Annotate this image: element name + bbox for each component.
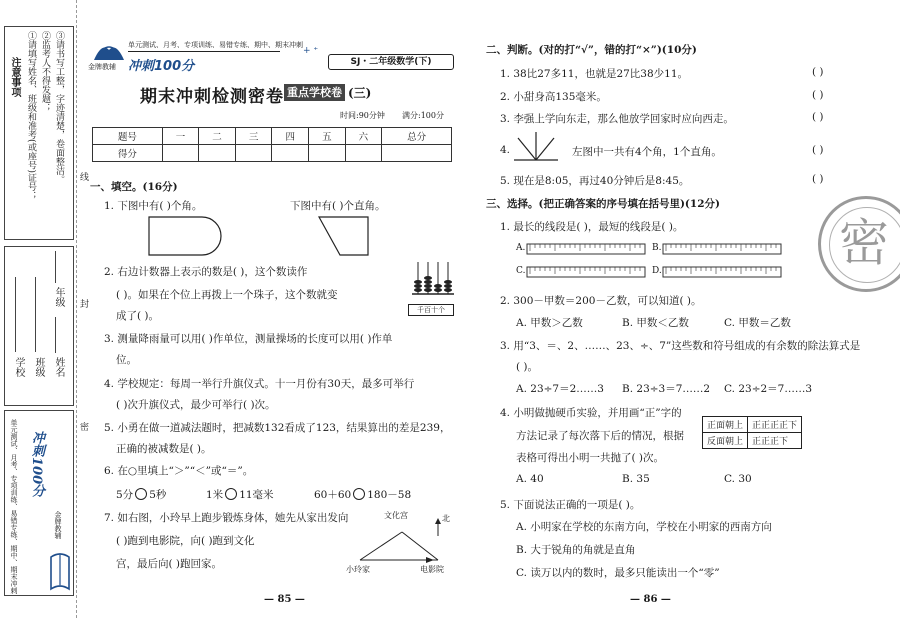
q1-shape-b	[318, 216, 390, 256]
score-cell[interactable]	[345, 145, 382, 162]
tagline: 单元测试、月考、专项训练、易错专练、期中、期末冲刺	[128, 41, 303, 49]
q1a-text: 1. 下图中有( )个角。	[104, 200, 203, 212]
page-number-right: — 86 —	[630, 594, 671, 605]
note-1: ①请填写姓名、班级和准考(或座号)证号；	[26, 31, 36, 201]
book-logo-icon	[92, 36, 126, 62]
score-cell[interactable]	[235, 145, 272, 162]
table-header-cell: 题号	[93, 128, 163, 145]
subtitle-box: 重点学校卷	[284, 84, 345, 101]
angle-figure	[512, 130, 560, 164]
table-header-cell: 三	[235, 128, 272, 145]
answer-paren[interactable]: ( )	[812, 66, 824, 78]
map-label-home: 小玲家	[346, 565, 370, 574]
option-a-label: A.	[516, 243, 526, 253]
choice-q5-opt-c: C. 读万以内的数时，最多只能读出一个“零”	[516, 567, 720, 579]
answer-paren[interactable]: ( )	[812, 173, 824, 185]
ruler-a	[526, 243, 646, 255]
score-cell[interactable]	[272, 145, 309, 162]
q6-left: 60＋60	[314, 489, 352, 501]
choice-q3-opt-c: C. 23÷2＝7……3	[724, 383, 813, 395]
abacus-label: 千百十个	[408, 304, 454, 316]
compare-circle[interactable]	[225, 488, 237, 500]
coin-row-tally: 正正正正下	[748, 417, 802, 433]
map-label-cinema: 电影院	[420, 565, 444, 574]
q3-line1: 3. 测量降雨量可以用( )作单位，测量操场的长度可以用( )作单	[104, 333, 393, 345]
compare-circle[interactable]	[135, 488, 147, 500]
note-3: ③请书写工整，字迹清楚，卷面整洁。	[54, 31, 64, 184]
q6-left: 5分	[116, 489, 134, 501]
q1-shape-a	[148, 216, 224, 256]
choice-q2-opt-b: B. 甲数＜乙数	[622, 317, 689, 329]
coin-row-tally: 正正正下	[748, 433, 802, 449]
school-label: 学校	[13, 357, 24, 377]
choice-q4-opt-c: C. 30	[724, 473, 752, 485]
grade-label: 年级	[53, 287, 64, 307]
coin-row-label: 反面朝上	[703, 433, 748, 449]
margin-brand-box	[4, 410, 74, 596]
coin-row-label: 正面朝上	[703, 417, 748, 433]
grade-line[interactable]	[55, 251, 56, 283]
judge-item-1: 1. 38比27多11，也就是27比38少11。	[500, 68, 689, 80]
page-title: 期末冲刺检测密卷	[140, 87, 284, 107]
table-header-cell: 六	[345, 128, 382, 145]
judge-item-5: 5. 现在是8:05，再过40分钟后是8:45。	[500, 175, 690, 187]
time-limit: 时间:90分钟	[340, 111, 385, 120]
q7-line3: 宫，最后向( )跑回家。	[116, 558, 223, 570]
cut-mark-line: 线	[80, 173, 90, 183]
subtitle-num: (三)	[348, 86, 372, 100]
map-label-palace: 文化宫	[384, 511, 408, 520]
ruler-b	[662, 243, 782, 255]
notes-title: 注意事项	[9, 57, 20, 97]
name-line[interactable]	[55, 317, 56, 353]
score-cell[interactable]	[382, 145, 452, 162]
secret-stamp	[818, 196, 900, 292]
choice-q4-opt-b: B. 35	[622, 473, 650, 485]
abacus-diagram	[410, 258, 456, 304]
answer-paren[interactable]: ( )	[812, 144, 824, 156]
choice-q2: 2. 300－甲数＝200－乙数，可以知道( )。	[500, 295, 702, 307]
q6-right: 180－58	[367, 489, 412, 501]
q1b-text: 下图中有( )个直角。	[290, 200, 386, 212]
section3-title: 三、选择。(把正确答案的序号填在括号里)(12分)	[486, 198, 720, 210]
margin-brand-pub: 金牌教辅	[54, 511, 62, 539]
table-header-cell: 总分	[382, 128, 452, 145]
score-row-label: 得分	[93, 145, 163, 162]
q5-line2: 正确的被减数是( )。	[116, 443, 212, 455]
q6-right: 11毫米	[239, 489, 274, 501]
cut-line	[76, 0, 77, 618]
choice-q1: 1. 最长的线段是( )，最短的线段是( )。	[500, 221, 684, 233]
choice-q4-opt-a: A. 40	[516, 473, 544, 485]
table-header-cell: 五	[309, 128, 346, 145]
judge-item-4-text: 左图中一共有4个角，1个直角。	[572, 146, 722, 158]
q2-line3: 成了( )。	[116, 310, 160, 322]
sparkle-icon: + ⁺	[303, 46, 319, 56]
table-header-cell: 二	[199, 128, 236, 145]
answer-paren[interactable]: ( )	[812, 111, 824, 123]
page-number-left: — 85 —	[264, 594, 305, 605]
choice-q3-line2: ( )。	[516, 361, 539, 373]
choice-q4-line3: 表格可得出小明一共抛了( )次。	[516, 452, 665, 464]
stamp-character: 密	[839, 214, 889, 272]
notes-box	[4, 26, 74, 240]
map-label-north: 北	[442, 514, 450, 523]
q4-line2: ( )次升旗仪式，最少可举行( )次。	[116, 399, 276, 411]
q2-line2: ( )。如果在个位上再拨上一个珠子，这个数就变	[116, 289, 338, 301]
tagline-rule	[128, 51, 280, 52]
ruler-c	[526, 266, 646, 278]
q6-right: 5秒	[149, 489, 167, 501]
table-header-cell: 一	[162, 128, 199, 145]
section1-title: 一、填空。(16分)	[90, 181, 178, 193]
school-line[interactable]	[15, 277, 16, 352]
ruler-d	[662, 266, 782, 278]
class-label: 班级	[33, 357, 44, 377]
class-line[interactable]	[35, 277, 36, 352]
score-cell[interactable]	[309, 145, 346, 162]
q6-compare-2	[206, 487, 274, 502]
table-row	[703, 433, 802, 449]
margin-strip	[0, 0, 90, 618]
judge-item-2: 2. 小甜身高135毫米。	[500, 91, 607, 103]
score-table-row	[93, 145, 452, 162]
choice-q2-opt-c: C. 甲数＝乙数	[724, 317, 791, 329]
cut-mark-secret: 密	[80, 423, 90, 433]
full-score: 满分:100分	[402, 111, 444, 120]
choice-q5-opt-b: B. 大于锐角的角就是直角	[516, 544, 636, 556]
q6-compare-3	[314, 487, 411, 502]
compare-circle[interactable]	[353, 488, 365, 500]
logo-text: 金牌教辅	[88, 63, 116, 71]
choice-q3-opt-a: A. 23÷7＝2……3	[516, 383, 604, 395]
q2-line1: 2. 右边计数器上表示的数是( )，这个数读作	[104, 266, 308, 278]
choice-q4-line1: 4. 小明做抛硬币实验，并用画“正”字的	[500, 407, 682, 419]
q6-text: 6. 在○里填上“＞”“＜”或“＝”。	[104, 465, 254, 477]
choice-q5-opt-a: A. 小明家在学校的东南方向，学校在小明家的西南方向	[516, 521, 772, 533]
judge-item-3: 3. 李强上学向东走，那么他放学回家时应向西走。	[500, 113, 734, 125]
q4-line1: 4. 学校规定：每周一举行升旗仪式。十一月份有30天，最多可举行	[104, 378, 415, 390]
margin-brand-small: 单元测试、月考、专项训练、易错专练、期中、期末冲刺	[10, 419, 18, 594]
choice-q2-opt-a: A. 甲数＞乙数	[516, 317, 583, 329]
option-d-label: D.	[652, 266, 662, 276]
q6-compare-1	[116, 487, 166, 502]
judge-item-4: 4.	[500, 144, 511, 156]
coin-table	[702, 416, 802, 449]
choice-q3-opt-b: B. 23÷3＝7……2	[622, 383, 711, 395]
name-label: 姓名	[53, 357, 64, 377]
table-header-cell: 四	[272, 128, 309, 145]
student-info-box	[4, 246, 74, 406]
q6-left: 1米	[206, 489, 224, 501]
q7-line1: 7. 如右图，小玲早上跑步锻炼身体，她先从家出发向	[104, 512, 349, 524]
brand-logo: 冲刺100分	[128, 59, 195, 74]
option-c-label: C.	[516, 266, 526, 276]
answer-paren[interactable]: ( )	[812, 89, 824, 101]
score-cell[interactable]	[199, 145, 236, 162]
score-cell[interactable]	[162, 145, 199, 162]
direction-map	[350, 516, 450, 568]
grade-badge: SJ・二年级数学(下)	[328, 54, 454, 70]
cut-mark-seal: 封	[80, 300, 90, 310]
section2-title: 二、判断。(对的打“√”，错的打“×”)(10分)	[486, 44, 697, 56]
score-table-header	[93, 128, 452, 145]
margin-brand-logo: 冲刺100分	[29, 431, 44, 498]
choice-q4-line2: 方法记录了每次落下后的情况，根据	[516, 430, 684, 442]
q3-line2: 位。	[116, 354, 137, 366]
q5-line1: 5. 小勇在做一道减法题时，把减数132看成了123，结果算出的差是239，	[104, 422, 451, 434]
option-b-label: B.	[652, 243, 662, 253]
q7-line2: ( )跑到电影院，向( )跑到文化	[116, 535, 255, 547]
choice-q5: 5. 下面说法正确的一项是( )。	[500, 499, 641, 511]
book-logo-icon	[49, 551, 71, 591]
table-row	[703, 417, 802, 433]
choice-q3-line1: 3. 用“3、＝、2、……、23、÷、7”这些数和符号组成的有余数的除法算式是	[500, 340, 861, 352]
note-2: ②监考人不得发题；	[40, 31, 50, 112]
score-table	[92, 127, 452, 162]
